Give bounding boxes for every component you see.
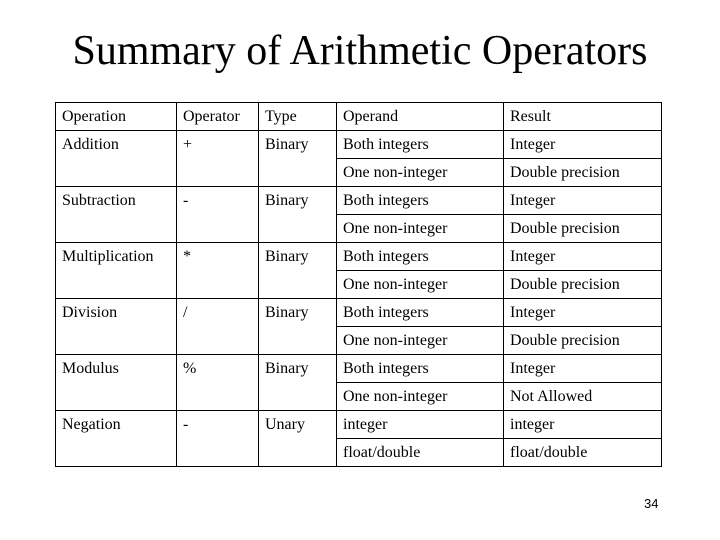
table-row bbox=[56, 327, 662, 355]
operation-cell bbox=[56, 159, 177, 187]
type-cell: Binary bbox=[259, 355, 337, 383]
operand-cell: Both integers bbox=[337, 131, 504, 159]
operand-cell: Both integers bbox=[337, 299, 504, 327]
table-row bbox=[56, 383, 662, 411]
header-result: Result bbox=[504, 103, 662, 131]
table-row bbox=[56, 159, 662, 187]
operator-cell: / bbox=[177, 299, 259, 327]
operator-cell: - bbox=[177, 411, 259, 439]
operator-cell bbox=[177, 271, 259, 299]
result-cell: Integer bbox=[504, 131, 662, 159]
table-row bbox=[56, 215, 662, 243]
type-cell bbox=[259, 439, 337, 467]
type-cell bbox=[259, 215, 337, 243]
operand-cell: float/double bbox=[337, 439, 504, 467]
result-cell: integer bbox=[504, 411, 662, 439]
operation-cell bbox=[56, 383, 177, 411]
type-cell: Binary bbox=[259, 243, 337, 271]
type-cell bbox=[259, 327, 337, 355]
slide-title: Summary of Arithmetic Operators bbox=[72, 28, 648, 74]
operand-cell: One non-integer bbox=[337, 327, 504, 355]
type-cell: Unary bbox=[259, 411, 337, 439]
operator-cell: + bbox=[177, 131, 259, 159]
result-cell: Not Allowed bbox=[504, 383, 662, 411]
operand-cell: Both integers bbox=[337, 187, 504, 215]
operation-cell bbox=[56, 439, 177, 467]
result-cell: Double precision bbox=[504, 271, 662, 299]
type-cell: Binary bbox=[259, 299, 337, 327]
result-cell: float/double bbox=[504, 439, 662, 467]
operation-cell: Multiplication bbox=[56, 243, 177, 271]
table-body bbox=[56, 103, 662, 467]
table-header-row bbox=[56, 103, 662, 131]
table-row bbox=[56, 299, 662, 327]
operand-cell: Both integers bbox=[337, 355, 504, 383]
operation-cell: Division bbox=[56, 299, 177, 327]
operator-cell bbox=[177, 159, 259, 187]
operation-cell: Modulus bbox=[56, 355, 177, 383]
table-row bbox=[56, 131, 662, 159]
header-type: Type bbox=[259, 103, 337, 131]
operand-cell: Both integers bbox=[337, 243, 504, 271]
result-cell: Integer bbox=[504, 355, 662, 383]
operator-cell bbox=[177, 383, 259, 411]
operation-cell: Subtraction bbox=[56, 187, 177, 215]
operation-cell bbox=[56, 215, 177, 243]
operation-cell: Negation bbox=[56, 411, 177, 439]
operand-cell: One non-integer bbox=[337, 159, 504, 187]
operation-cell: Addition bbox=[56, 131, 177, 159]
result-cell: Integer bbox=[504, 299, 662, 327]
operator-cell: - bbox=[177, 187, 259, 215]
operand-cell: One non-integer bbox=[337, 383, 504, 411]
operand-cell: One non-integer bbox=[337, 271, 504, 299]
table-row bbox=[56, 439, 662, 467]
operator-cell bbox=[177, 439, 259, 467]
result-cell: Double precision bbox=[504, 215, 662, 243]
table-row bbox=[56, 411, 662, 439]
header-operand: Operand bbox=[337, 103, 504, 131]
operand-cell: One non-integer bbox=[337, 215, 504, 243]
type-cell: Binary bbox=[259, 187, 337, 215]
type-cell bbox=[259, 159, 337, 187]
result-cell: Double precision bbox=[504, 327, 662, 355]
table-row bbox=[56, 243, 662, 271]
header-operator: Operator bbox=[177, 103, 259, 131]
operators-table bbox=[55, 102, 662, 467]
table-row bbox=[56, 271, 662, 299]
result-cell: Double precision bbox=[504, 159, 662, 187]
header-operation: Operation bbox=[56, 103, 177, 131]
table-row bbox=[56, 355, 662, 383]
type-cell bbox=[259, 271, 337, 299]
operation-cell bbox=[56, 271, 177, 299]
operator-cell: * bbox=[177, 243, 259, 271]
table-row bbox=[56, 187, 662, 215]
operand-cell: integer bbox=[337, 411, 504, 439]
type-cell: Binary bbox=[259, 131, 337, 159]
operator-cell: % bbox=[177, 355, 259, 383]
result-cell: Integer bbox=[504, 187, 662, 215]
operator-cell bbox=[177, 327, 259, 355]
type-cell bbox=[259, 383, 337, 411]
operation-cell bbox=[56, 327, 177, 355]
operator-cell bbox=[177, 215, 259, 243]
page-number: 34 bbox=[644, 496, 659, 511]
result-cell: Integer bbox=[504, 243, 662, 271]
